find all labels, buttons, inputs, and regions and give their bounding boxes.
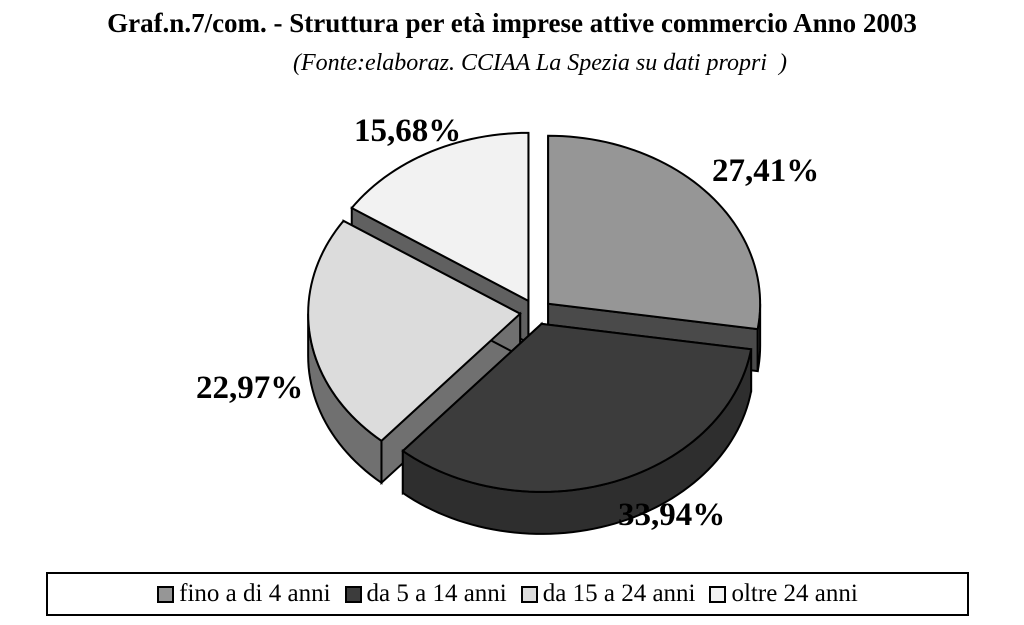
data-label-2: 22,97%: [196, 370, 304, 406]
legend: [46, 572, 969, 616]
legend-label-2: da 15 a 24 anni: [542, 580, 696, 607]
legend-item-3: [709, 580, 857, 608]
legend-swatch-2: [521, 586, 538, 603]
data-label-0: 27,41%: [712, 153, 820, 189]
legend-label-3: oltre 24 anni: [731, 580, 858, 607]
chart-subtitle: (Fonte:elaboraz. CCIAA La Spezia su dati propri ): [293, 50, 787, 76]
data-label-1: 33,94%: [618, 497, 726, 533]
legend-swatch-0: [157, 586, 174, 603]
legend-label-0: fino a di 4 anni: [179, 580, 331, 607]
legend-swatch-1: [345, 586, 362, 603]
legend-item-1: [345, 580, 507, 608]
legend-item-2: [521, 580, 696, 608]
chart-title: Graf.n.7/com. - Struttura per età imprese attive commercio Anno 2003: [107, 8, 917, 38]
legend-swatch-3: [709, 586, 726, 603]
legend-label-1: da 5 a 14 anni: [366, 580, 507, 607]
legend-item-0: [157, 580, 330, 608]
data-label-3: 15,68%: [354, 113, 462, 149]
